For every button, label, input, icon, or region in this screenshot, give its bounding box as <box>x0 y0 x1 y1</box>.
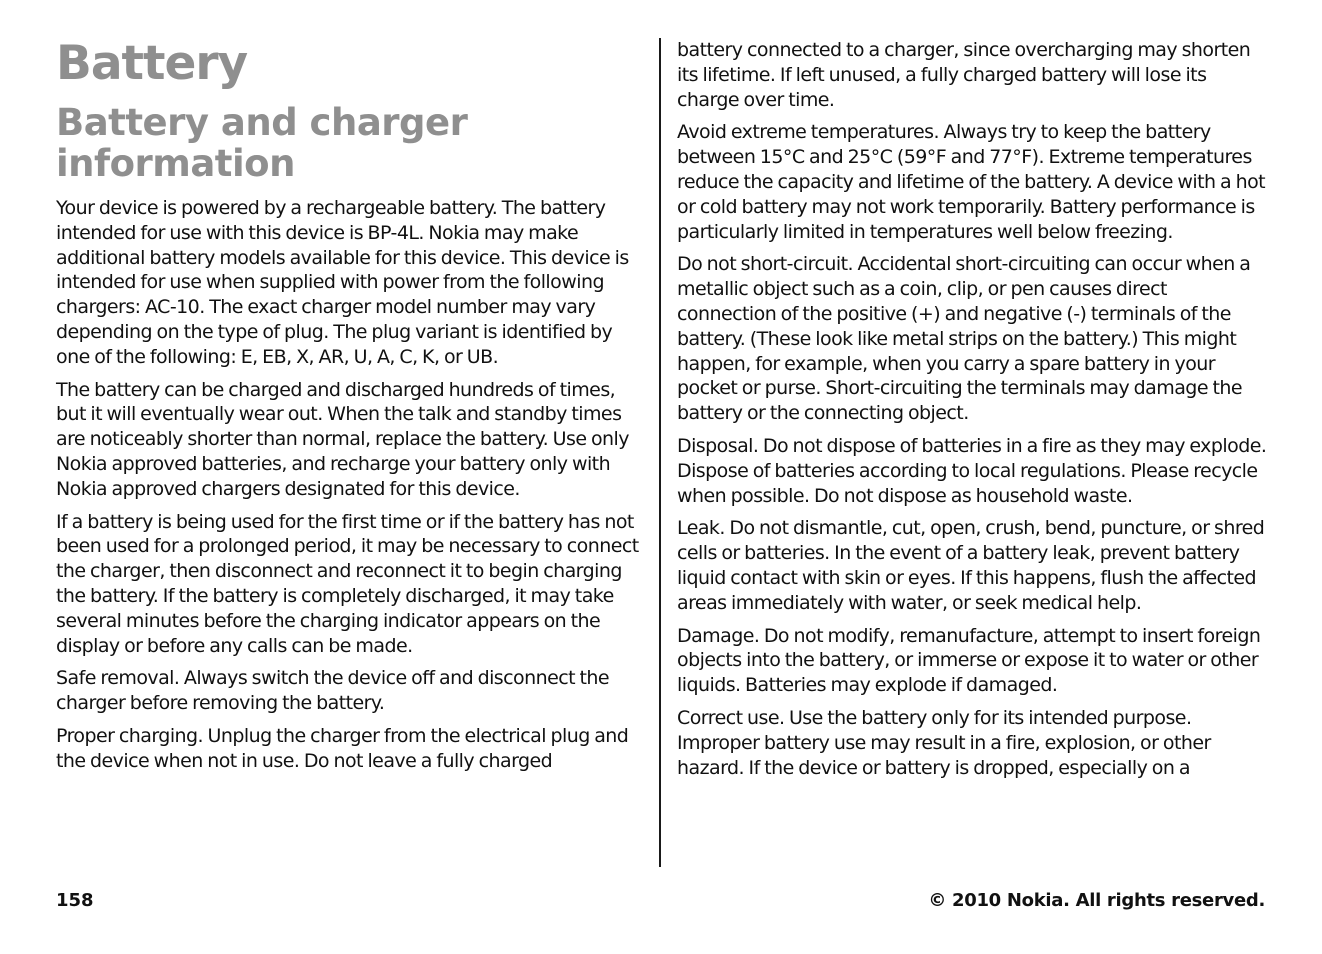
paragraph: Do not short-circuit. Accidental short-circuiting can occur when a metallic object such as a coin, clip, or pen causes direct connection of the positive (+) and negative (-) terminals of the battery. (These look like metal strips on the battery.) This might happen, for example, when you carry a spare battery in your pocket or purse. Short-circuiting the terminals may damage the battery or the connecting object. <box>677 253 1251 425</box>
paragraph: Safe removal. Always switch the device off and disconnect the charger before removing the battery. <box>56 667 610 715</box>
paragraph: Correct use. Use the battery only for its intended purpose. Improper battery use may result in a fire, explosion, or other hazard. If the device or battery is dropped, especially on a <box>677 706 1211 779</box>
right-column <box>677 38 1269 788</box>
page-title: Battery <box>56 36 248 91</box>
copyright-notice: © 2010 Nokia. All rights reserved. <box>928 890 1265 911</box>
paragraph: If a battery is being used for the first time or if the battery has not been used for a prolonged period, it may be necessary to connect the charger, then disconnect and reconnect it to begin charging the battery. If the battery is completely discharged, it may take several minutes before the charging indicator appears on the display or before any calls can be made. <box>56 510 639 657</box>
paragraph: The battery can be charged and discharged hundreds of times, but it will eventually wear out. When the talk and standby times are noticeably shorter than normal, replace the battery. Use only Nokia approved batteries, and recharge your battery only with Nokia approved chargers designated for this device. <box>56 378 629 500</box>
column-divider <box>659 38 661 867</box>
paragraph: Disposal. Do not dispose of batteries in a fire as they may explode. Dispose of batteries according to local regulations. Please recycle when possible. Do not dispose as household waste. <box>677 434 1267 507</box>
paragraph: Proper charging. Unplug the charger from the electrical plug and the device when not in use. Do not leave a fully charged <box>56 724 629 772</box>
paragraph: Avoid extreme temperatures. Always try to keep the battery between 15°C and 25°C (59°F and 77°F). Extreme temperatures reduce the capacity and lifetime of the battery. A device with a hot or cold battery may not work temporarily. Battery performance is particularly limited in temperatures well below freezing. <box>677 121 1266 243</box>
left-column <box>56 36 646 782</box>
paragraph: battery connected to a charger, since overcharging may shorten its lifetime. If left unused, a fully charged battery will lose its charge over time. <box>677 39 1251 111</box>
paragraph: Leak. Do not dismantle, cut, open, crush, bend, puncture, or shred cells or batteries. In the event of a battery leak, prevent battery liquid contact with skin or eyes. If this happens, flush the affected areas immediately with water, or seek medical help. <box>677 517 1265 614</box>
section-heading: Battery and charger information <box>56 101 468 185</box>
paragraph: Damage. Do not modify, remanufacture, attempt to insert foreign objects into the battery, or immerse or expose it to water or other liquids. Batteries may explode if damaged. <box>677 624 1261 697</box>
paragraph: Your device is powered by a rechargeable battery. The battery intended for use with this device is BP-4L. Nokia may make additional battery models available for this device. This device is intended for use when supplied with power from the following chargers: AC-10. The exact charger model number may vary depending on the type of plug. The plug variant is identified by one of the following: E, EB, X, AR, U, A, C, K, or UB. <box>56 197 629 368</box>
page-number: 158 <box>56 890 94 911</box>
